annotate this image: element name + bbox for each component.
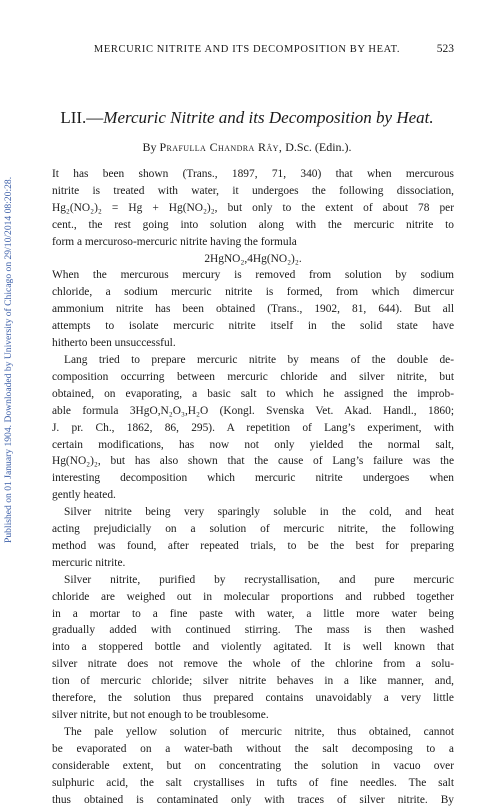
body-line: The pale yellow solution of mercuric nitrite, thus obtained, cannot bbox=[64, 725, 454, 738]
article-body bbox=[52, 166, 454, 808]
body-line: It has been shown (Trans., 1897, 71, 340) that when mercurous bbox=[52, 168, 454, 180]
body-line: sulphuric acid, the salt crystallises in tufts of fine needles. The salt bbox=[52, 776, 454, 789]
body-line: silver nitrate does not remove the whole of the chlorine from a solu- bbox=[52, 658, 454, 671]
body-line: When the mercurous mercury is removed from solution by sodium bbox=[52, 269, 454, 282]
body-line: therefore, the solution thus prepared contains unavoidably a very little bbox=[52, 692, 454, 705]
body-line: nitrite is treated with water, it undergoes the following dissociation, bbox=[52, 184, 454, 197]
body-line: interesting decomposition which mercuric nitrite undergoes when bbox=[52, 472, 454, 485]
body-line: Hg(NO₂)₂, but has also shown that the cause of Lang’s failure was the bbox=[52, 455, 454, 468]
running-header bbox=[40, 44, 454, 55]
body-line: thus obtained is contaminated only with traces of silver nitrite. By bbox=[52, 793, 454, 806]
body-line: silver nitrite, but not enough to be troublesome. bbox=[52, 709, 269, 721]
download-watermark: Published on 01 January 1904. Downloaded by University of Chicago on 29/10/2014 08:20:28. bbox=[3, 176, 14, 544]
body-line: certain modifications, has now not only yielded the normal salt, bbox=[52, 438, 454, 451]
author-line bbox=[40, 140, 454, 155]
formula-line: 2HgNO₂,4Hg(NO₂)₂. bbox=[204, 252, 302, 265]
body-line: J. pr. Ch., 1862, 86, 295). A repetition of Lang’s experiment, with bbox=[52, 421, 454, 434]
body-line: method was found, after repeated trials, to be the best for preparing bbox=[52, 539, 454, 552]
body-line: attempts to isolate mercuric nitrite itself in the solid state have bbox=[52, 320, 454, 333]
body-line: chloride, a sodium mercuric nitrite is formed, from which dimercur bbox=[52, 286, 454, 299]
body-line: gradually added with continued stirring. The mass is then washed bbox=[52, 624, 454, 637]
body-line: form a mercuroso-mercuric nitrite having the formula bbox=[52, 235, 297, 248]
article-number: LII.— bbox=[60, 108, 104, 127]
body-line: composition occurring between mercuric chloride and silver nitrite, but bbox=[52, 370, 454, 383]
body-line: Lang tried to prepare mercuric nitrite by means of the double de- bbox=[64, 353, 454, 366]
body-line: mercuric nitrite. bbox=[52, 556, 126, 569]
body-line: obtained, on evaporating, a basic salt to which he assigned the improb- bbox=[52, 387, 454, 400]
body-line: into a stoppered bottle and violently agitated. It is well known that bbox=[52, 641, 454, 654]
body-line: be evaporated on a water-bath without the salt decomposing to a bbox=[52, 742, 454, 755]
article-title-text: Mercuric Nitrite and its Decomposition by Heat. bbox=[103, 108, 434, 127]
body-line: in a mortar to a fine paste with water, a little more water being bbox=[52, 607, 454, 620]
body-line: Hg₂(NO₂)₂ = Hg + Hg(NO₂)₂, but only to the extent of about 78 per bbox=[52, 201, 454, 214]
body-line: gently heated. bbox=[52, 489, 116, 502]
body-line: Silver nitrite, purified by recrystallisation, and pure mercuric bbox=[64, 573, 454, 586]
author-name: Prafulla Chandra Rây, bbox=[159, 140, 283, 154]
body-line: hitherto been unsuccessful. bbox=[52, 337, 176, 350]
body-line: chloride are weighed out in molecular proportions and rubbed together bbox=[52, 590, 454, 603]
article-title bbox=[40, 108, 454, 128]
author-degree: D.Sc. (Edin.). bbox=[285, 140, 352, 154]
running-title: MERCURIC NITRITE AND ITS DECOMPOSITION BY HEAT. bbox=[93, 44, 401, 55]
author-by: By bbox=[142, 140, 157, 154]
body-line: ammonium nitrite has been obtained (Trans., 1902, 81, 644). But all bbox=[52, 303, 454, 316]
body-line: able formula 3HgO,N₂O₃,H₂O (Kongl. Svenska Vet. Akad. Handl., 1860; bbox=[52, 404, 454, 417]
page-number: 523 bbox=[436, 43, 454, 55]
body-line: acting prejudicially on a solution of mercuric nitrite, the following bbox=[52, 523, 454, 536]
body-line: tion of mercuric chloride; silver nitrite behaves in a like manner, and, bbox=[52, 675, 454, 688]
body-line: considerable extent, but on concentrating the solution in vacuo over bbox=[52, 759, 454, 772]
body-line: cent., the rest going into solution along with the mercuric nitrite to bbox=[52, 218, 454, 231]
body-line: Silver nitrite being very sparingly soluble in the cold, and heat bbox=[64, 506, 454, 519]
